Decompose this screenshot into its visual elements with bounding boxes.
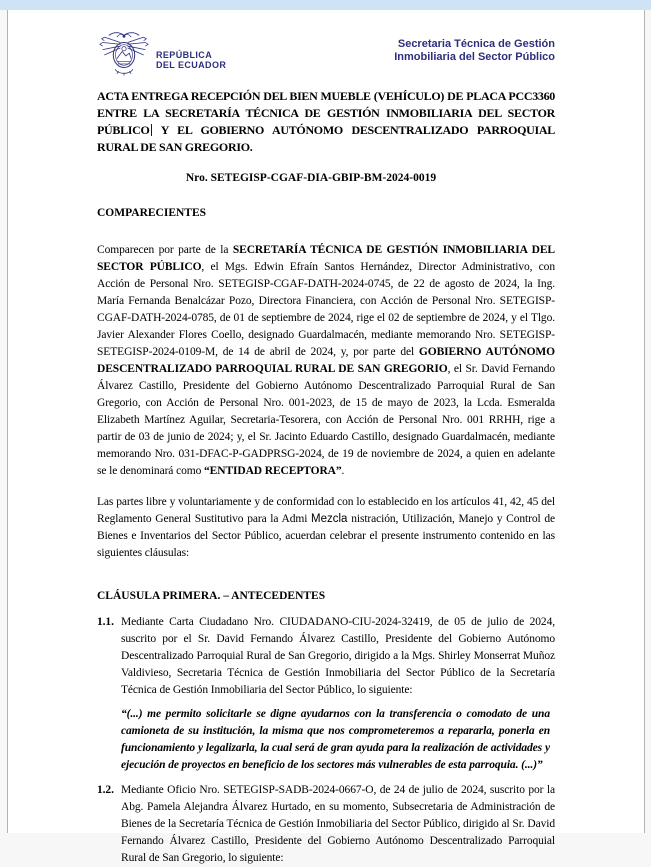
document-content (97, 10, 555, 867)
republic-brand (97, 30, 226, 80)
antecedente-item-1-2[interactable] (97, 782, 555, 867)
document-letterhead (97, 30, 555, 80)
republic-brand-text (156, 50, 226, 70)
antecedente-item-1-1[interactable] (97, 614, 555, 699)
comparecen-paragraph[interactable]: Comparecen por parte de la SECRETARÍA TÉCNICA DE GESTIÓN INMOBILIARIA DEL SECTOR PÚBLICO, el Mgs. Edwin Efraín Santos Hernández, Director Administrativo, con Acción de Personal Nro. SETEGISP-CGAF-DATH-2024-0745, de 22 de agosto de 2024, la Ing. María Fernanda Benalcázar Pozo, Directora Financiera, con Acción de Personal Nro. SETEGISP-CGAF-DATH-2024-0785, de 01 de septiembre de 2024, rige el 02 de septiembre de 2024, y el Tlgo. Javier Alexander Flores Coello, designado Guardalmacén, mediante memorando Nro. SETEGISP-SETEGISP-2024-0109-M, de 14 de abril de 2024, y, por parte del GOBIERNO AUTÓNOMO DESCENTRALIZADO PARROQUIAL RURAL DE SAN GREGORIO, el Sr. David Fernando Álvarez Castillo, Presidente del Gobierno Autónomo Descentralizado Parroquial Rural de San Gregorio, con Acción de Personal Nro. 001-2023, de 15 de mayo de 2023, la Lcda. Esmeralda Elizabeth Martínez Aguilar, Secretaria-Tesorera, con Acción de Personal Nro. 001 RRHH, rige a partir de 03 de junio de 2024; y, el Sr. Jacinto Eduardo Castillo, designado Guardalmacén, mediante memorando Nro. 031-DFAC-P-GADPRSG-2024, de 19 de noviembre de 2024, a quien en adelante se le denominará como “ENTIDAD RECEPTORA”. (97, 244, 556, 477)
window-top-strip (0, 0, 651, 10)
item-number: 1.1. (97, 616, 114, 628)
comparecientes-heading[interactable]: COMPARECIENTES (97, 207, 207, 219)
item-number: 1.2. (97, 784, 114, 796)
brand-line-2: DEL ECUADOR (156, 60, 227, 70)
item-text: Mediante Carta Ciudadano Nro. CIUDADANO-CIU-2024-32419, de 05 de julio de 2024, suscrito por el Sr. David Fernando Álvarez Castillo, Presidente del Gobierno Autónomo Descentralizado Parroquial Rural de San Gregorio, dirigido a la Mgs. Shirley Monserrat Muñoz Valdivieso, Secretaria Técnica de Gestión Inmobiliaria del Sector Público de la Secretaría Técnica de Gestión Inmobiliaria del Sector Público, lo siguiente: (121, 616, 555, 696)
citizen-request-quote[interactable]: “(...) me permito solicitarle se digne ayudarnos con la transferencia o comodato de una camioneta de su institución, la misma que nos comprometeremos a repararla, ponerla en funcionamiento y legalizarla, la cual será de gran ayuda para la realización de actividades y ejecución de proyectos en beneficio de los sectores más vulnerables de esta parroquia. (...)” (121, 708, 550, 771)
partes-paragraph[interactable]: Las partes libre y voluntariamente y de conformidad con lo establecido en los artículos 41, 42, 45 del Reglamento General Sustitutivo para la Admi Mezcla nistración, Utilización, Manejo y Control de Bienes e Inventarios del Sector Público, acuerdan celebrar el presente instrumento contenido en las siguientes cláusulas: (97, 496, 555, 559)
institution-name (394, 38, 555, 64)
institution-name-line-1: Secretaria Técnica de Gestión (397, 38, 555, 50)
ecuador-coat-of-arms-icon (97, 30, 151, 80)
document-title[interactable]: ACTA ENTREGA RECEPCIÓN DEL BIEN MUEBLE (VEHÍCULO) DE PLACA PCC3360 ENTRE LA SECRETARÍA TÉCNICA DE GESTIÓN INMOBILIARIA DEL SECTOR PÚBLICO Y EL GOBIERNO AUTÓNOMO DESCENTRALIZADO PARROQUIAL RURAL DE SAN GREGORIO. (97, 89, 555, 154)
clausula-primera-heading[interactable]: CLÁUSULA PRIMERA. – ANTECEDENTES (97, 590, 326, 602)
brand-line-1: REPÚBLICA (156, 50, 213, 60)
text-cursor (151, 124, 152, 136)
document-page[interactable] (7, 10, 645, 864)
institution-name-line-2: Inmobiliaria del Sector Público (394, 51, 555, 63)
item-text: Mediante Oficio Nro. SETEGISP-SADB-2024-0667-O, de 24 de julio de 2024, suscrito por la Abg. Pamela Alejandra Álvarez Hurtado, en su momento, Subsecretaria de Administración de Bienes de la Secretaría Técnica de Gestión Inmobiliaria del Sector Público, dirigido al Sr. David Fernando Álvarez Castillo, Presidente del Gobierno Autónomo Descentralizado Parroquial Rural de San Gregorio, lo siguiente: (121, 784, 555, 864)
document-number[interactable]: Nro. SETEGISP-CGAF-DIA-GBIP-BM-2024-0019 (185, 172, 437, 184)
